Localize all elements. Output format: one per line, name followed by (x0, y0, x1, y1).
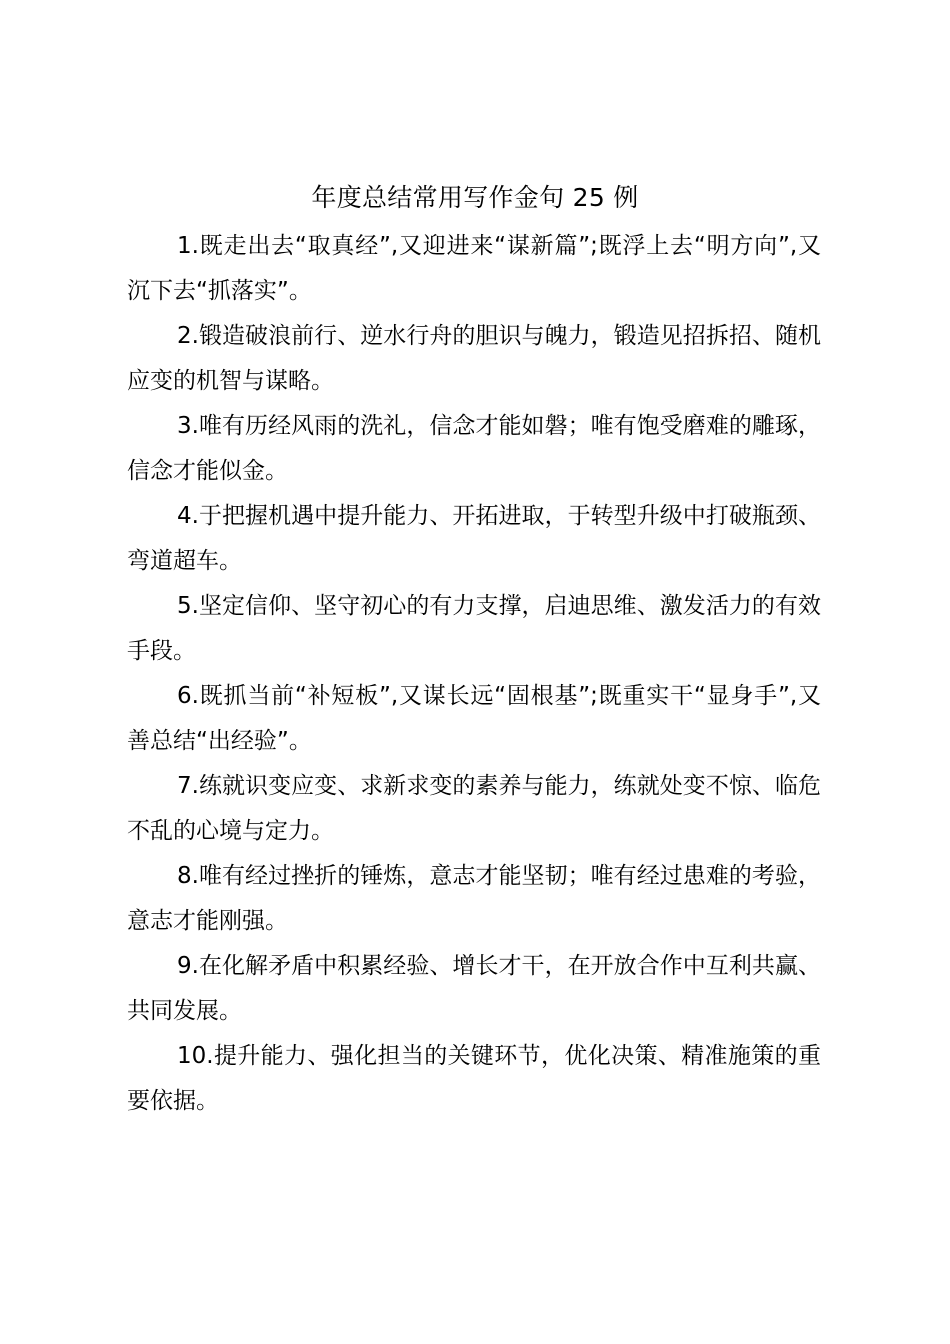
quote-item-2: 2.锻造破浪前行、逆水行舟的胆识与魄力，锻造见招拆招、随机应变的机智与谋略。 (127, 323, 821, 394)
quote-item-8: 8.唯有经过挫折的锤炼，意志才能坚韧；唯有经过患难的考验，意志才能刚强。 (127, 863, 821, 934)
quote-item-3: 3.唯有历经风雨的洗礼，信念才能如磐；唯有饱受磨难的雕琢，信念才能似金。 (127, 413, 821, 484)
quote-item-4: 4.于把握机遇中提升能力、开拓进取，于转型升级中打破瓶颈、弯道超车。 (127, 503, 821, 574)
quote-item-5: 5.坚定信仰、坚守初心的有力支撑，启迪思维、激发活力的有效手段。 (127, 593, 821, 664)
document-title: 年度总结常用写作金句 25 例 (311, 183, 639, 212)
quote-item-7: 7.练就识变应变、求新求变的素养与能力，练就处变不惊、临危不乱的心境与定力。 (127, 773, 821, 844)
quote-item-6: 6.既抓当前“补短板”,又谋长远“固根基”;既重实干“显身手”,又善总结“出经验”。 (127, 683, 821, 754)
quote-item-10: 10.提升能力、强化担当的关键环节，优化决策、精准施策的重要依据。 (127, 1043, 821, 1114)
quote-list (127, 224, 821, 1124)
quote-item-1: 1.既走出去“取真经”,又迎进来“谋新篇”;既浮上去“明方向”,又沉下去“抓落实”。 (127, 233, 821, 304)
quote-item-9: 9.在化解矛盾中积累经验、增长才干，在开放合作中互利共赢、共同发展。 (127, 953, 821, 1024)
